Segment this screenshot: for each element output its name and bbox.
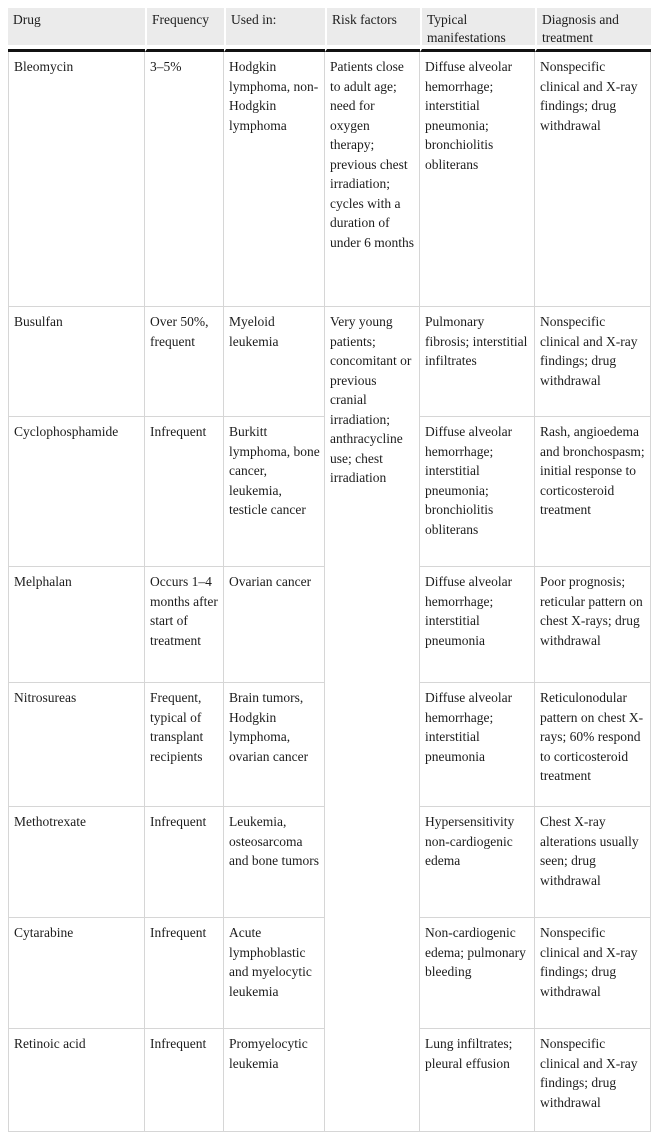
cell-manifestations: Non-cardiogenic edema; pulmonary bleeding: [420, 918, 535, 1029]
table-row-bleomycin: [8, 52, 651, 307]
header-label-risk-factors: Risk factors: [327, 8, 420, 45]
cell-used-in: Acute lymphoblastic and myelocytic leukemia: [224, 918, 325, 1029]
cell-drug: Cytarabine: [8, 918, 145, 1029]
table-row-busulfan: [8, 307, 651, 417]
cell-drug: Methotrexate: [8, 807, 145, 918]
table-header: [8, 8, 651, 52]
cell-used-in: Myeloid leukemia: [224, 307, 325, 417]
cell-risk-factors: Patients close to adult age; need for oxygen therapy; previous chest irradiation; cycles with a duration of under 6 months: [325, 52, 420, 307]
header-cell-typical-manifestations: [420, 8, 535, 52]
header-label-drug: Drug: [8, 8, 145, 45]
header-cell-risk-factors: [325, 8, 420, 52]
cell-drug: Bleomycin: [8, 52, 145, 307]
cell-drug: Nitrosureas: [8, 683, 145, 807]
cell-drug: Busulfan: [8, 307, 145, 417]
cell-used-in: Brain tumors, Hodgkin lymphoma, ovarian cancer: [224, 683, 325, 807]
cell-diagnosis: Nonspecific clinical and X-ray findings; drug withdrawal: [535, 307, 651, 417]
cell-diagnosis: Rash, angioedema and bronchospasm; initial response to corticosteroid treatment: [535, 417, 651, 567]
cell-diagnosis: Chest X-ray alterations usually seen; drug withdrawal: [535, 807, 651, 918]
cell-frequency: Infrequent: [145, 918, 224, 1029]
cell-drug: Retinoic acid: [8, 1029, 145, 1132]
cell-manifestations: Diffuse alveolar hemorrhage; interstitial pneumonia; bronchiolitis obliterans: [420, 52, 535, 307]
header-row: [8, 8, 651, 52]
cell-used-in: Leukemia, osteosarcoma and bone tumors: [224, 807, 325, 918]
cell-diagnosis: Reticulonodular pattern on chest X-rays; 60% respond to corticosteroid treatment: [535, 683, 651, 807]
cell-risk-factors-shared: Very young patients; concomitant or previous cranial irradiation; anthracycline use; chest irradiation: [325, 307, 420, 1132]
cell-used-in: Burkitt lymphoma, bone cancer, leukemia, testicle cancer: [224, 417, 325, 567]
header-label-typical-manifestations: Typical manifestations: [422, 8, 535, 45]
cell-used-in: Hodgkin lymphoma, non-Hodgkin lymphoma: [224, 52, 325, 307]
cell-frequency: Occurs 1–4 months after start of treatment: [145, 567, 224, 683]
cell-frequency: Over 50%, frequent: [145, 307, 224, 417]
cell-drug: Cyclophosphamide: [8, 417, 145, 567]
header-cell-drug: [8, 8, 145, 52]
header-cell-used-in: [224, 8, 325, 52]
cell-diagnosis: Nonspecific clinical and X-ray findings; drug withdrawal: [535, 52, 651, 307]
cell-drug: Melphalan: [8, 567, 145, 683]
cell-frequency: Infrequent: [145, 807, 224, 918]
header-label-used-in: Used in:: [226, 8, 325, 45]
cell-used-in: Promyelocytic leukemia: [224, 1029, 325, 1132]
cell-manifestations: Lung infiltrates; pleural effusion: [420, 1029, 535, 1132]
cell-used-in: Ovarian cancer: [224, 567, 325, 683]
header-cell-diagnosis-treatment: [535, 8, 651, 52]
cell-manifestations: Diffuse alveolar hemorrhage; interstitial pneumonia; bronchiolitis obliterans: [420, 417, 535, 567]
table-body: [8, 52, 651, 1132]
cell-frequency: Infrequent: [145, 1029, 224, 1132]
header-cell-frequency: [145, 8, 224, 52]
cell-frequency: 3–5%: [145, 52, 224, 307]
cell-manifestations: Hypersensitivity non-cardiogenic edema: [420, 807, 535, 918]
cell-manifestations: Diffuse alveolar hemorrhage; interstitial pneumonia: [420, 567, 535, 683]
cell-diagnosis: Nonspecific clinical and X-ray findings; drug withdrawal: [535, 1029, 651, 1132]
drug-pulmonary-toxicity-table: [8, 8, 651, 1132]
header-label-diagnosis-treatment: Diagnosis and treatment: [537, 8, 651, 45]
header-label-frequency: Frequency: [147, 8, 224, 45]
cell-diagnosis: Nonspecific clinical and X-ray findings; drug withdrawal: [535, 918, 651, 1029]
cell-manifestations: Pulmonary fibrosis; interstitial infiltrates: [420, 307, 535, 417]
cell-manifestations: Diffuse alveolar hemorrhage; interstitial pneumonia: [420, 683, 535, 807]
cell-diagnosis: Poor prognosis; reticular pattern on chest X-rays; drug withdrawal: [535, 567, 651, 683]
cell-frequency: Infrequent: [145, 417, 224, 567]
cell-frequency: Frequent, typical of transplant recipients: [145, 683, 224, 807]
